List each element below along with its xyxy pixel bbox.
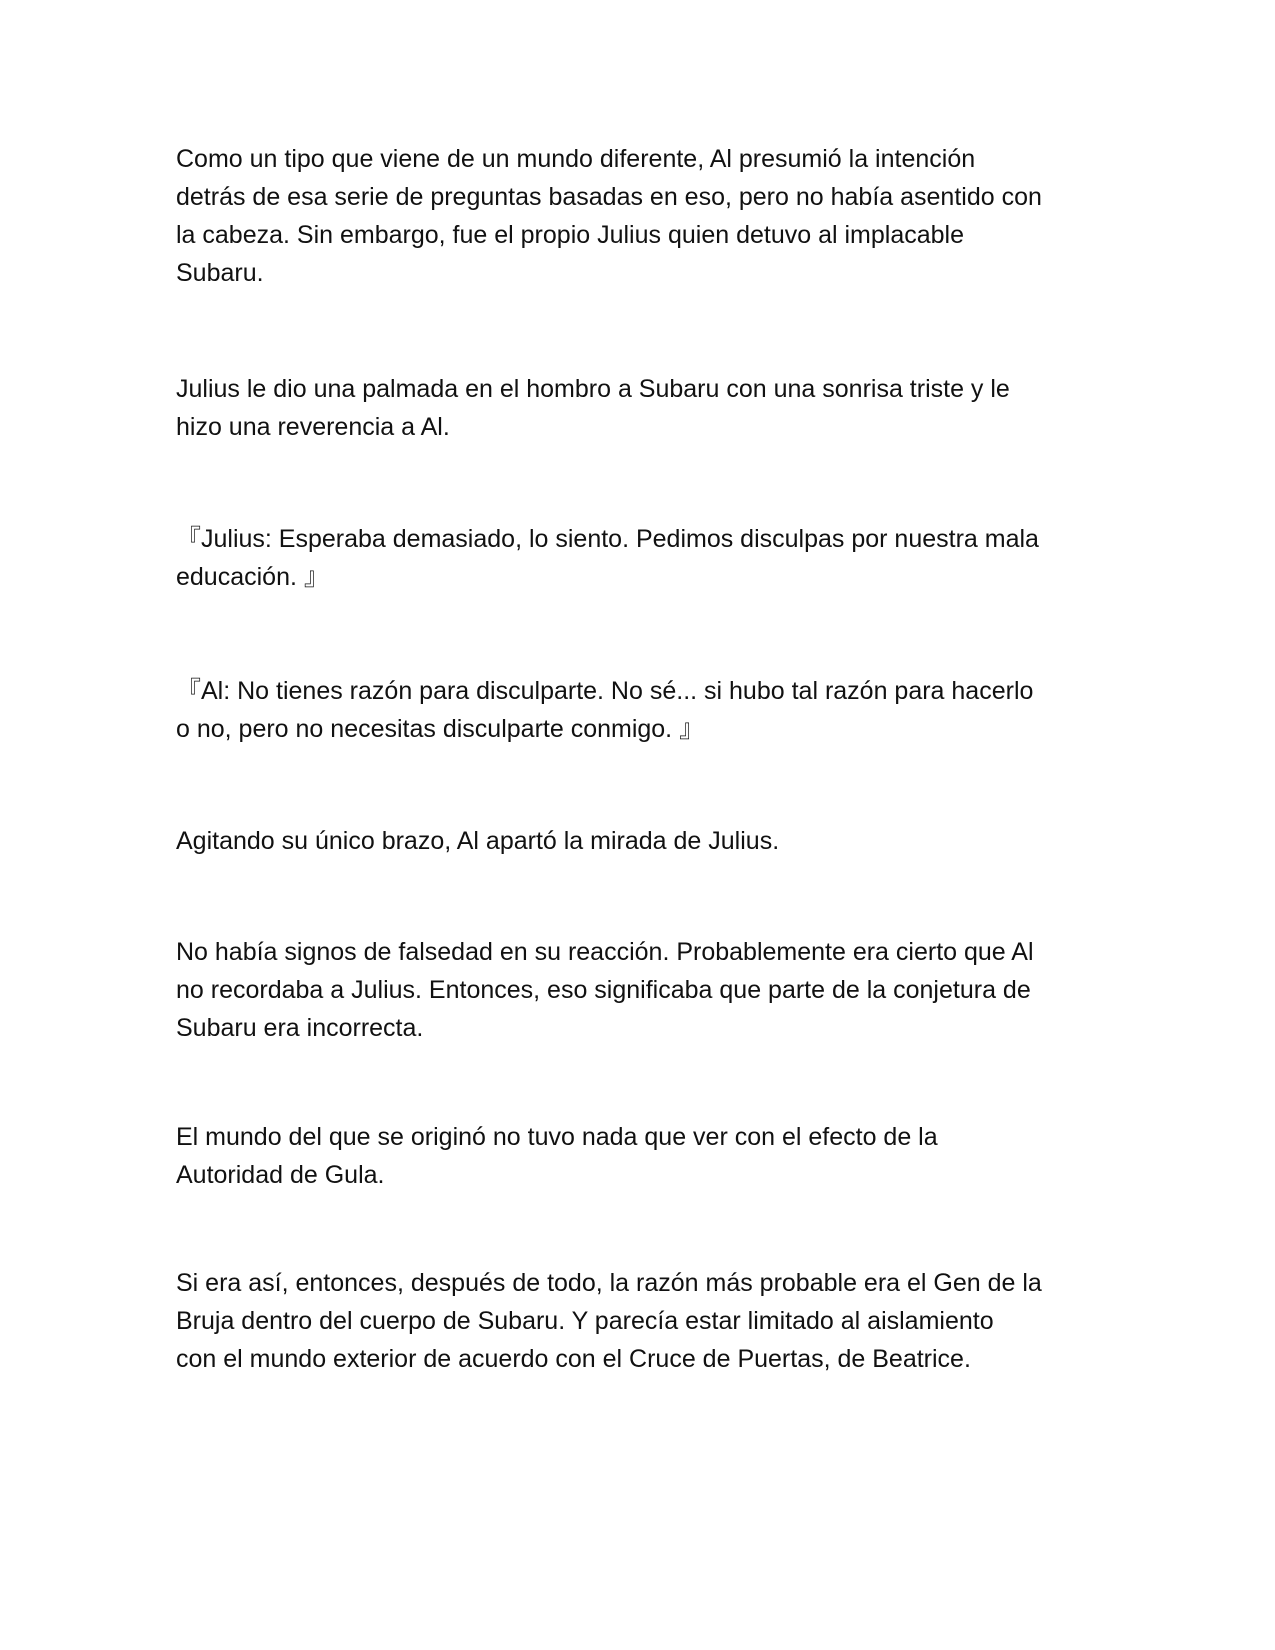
paragraph-1-line-1: Como un tipo que viene de un mundo diferente, Al presumió la intención	[176, 145, 976, 173]
paragraph-7-line-2: Autoridad de Gula.	[176, 1161, 385, 1189]
paragraph-1-line-2: detrás de esa serie de preguntas basadas en eso, pero no había asentido con	[176, 183, 1042, 211]
paragraph-4-dialogue-al	[176, 672, 1106, 748]
paragraph-1-line-3: la cabeza. Sin embargo, fue el propio Julius quien detuvo al implacable	[176, 221, 964, 249]
paragraph-4-line-1: 『Al: No tienes razón para disculparte. No sé... si hubo tal razón para hacerlo	[176, 677, 1034, 705]
paragraph-4-line-2: o no, pero no necesitas disculparte conmigo. 』	[176, 715, 705, 743]
paragraph-7	[176, 1118, 1106, 1194]
paragraph-3-line-1: 『Julius: Esperaba demasiado, lo siento. Pedimos disculpas por nuestra mala	[176, 525, 1039, 553]
paragraph-8-line-3: con el mundo exterior de acuerdo con el Cruce de Puertas, de Beatrice.	[176, 1345, 971, 1373]
paragraph-3-dialogue-julius	[176, 520, 1106, 596]
paragraph-1-line-4: Subaru.	[176, 259, 264, 287]
paragraph-8	[176, 1264, 1106, 1378]
paragraph-6-line-3: Subaru era incorrecta.	[176, 1014, 424, 1042]
paragraph-2-line-2: hizo una reverencia a Al.	[176, 413, 450, 441]
paragraph-2	[176, 370, 1106, 446]
paragraph-7-line-1: El mundo del que se originó no tuvo nada que ver con el efecto de la	[176, 1123, 938, 1151]
paragraph-6-line-2: no recordaba a Julius. Entonces, eso significaba que parte de la conjetura de	[176, 976, 1031, 1004]
paragraph-1	[176, 140, 1106, 292]
paragraph-5	[176, 822, 1106, 860]
paragraph-6-line-1: No había signos de falsedad en su reacción. Probablemente era cierto que Al	[176, 938, 1034, 966]
paragraph-6	[176, 933, 1106, 1047]
paragraph-5-line-1: Agitando su único brazo, Al apartó la mirada de Julius.	[176, 827, 780, 855]
paragraph-2-line-1: Julius le dio una palmada en el hombro a Subaru con una sonrisa triste y le	[176, 375, 1010, 403]
paragraph-3-line-2: educación. 』	[176, 563, 329, 591]
paragraph-8-line-1: Si era así, entonces, después de todo, la razón más probable era el Gen de la	[176, 1269, 1042, 1297]
paragraph-8-line-2: Bruja dentro del cuerpo de Subaru. Y parecía estar limitado al aislamiento	[176, 1307, 994, 1335]
